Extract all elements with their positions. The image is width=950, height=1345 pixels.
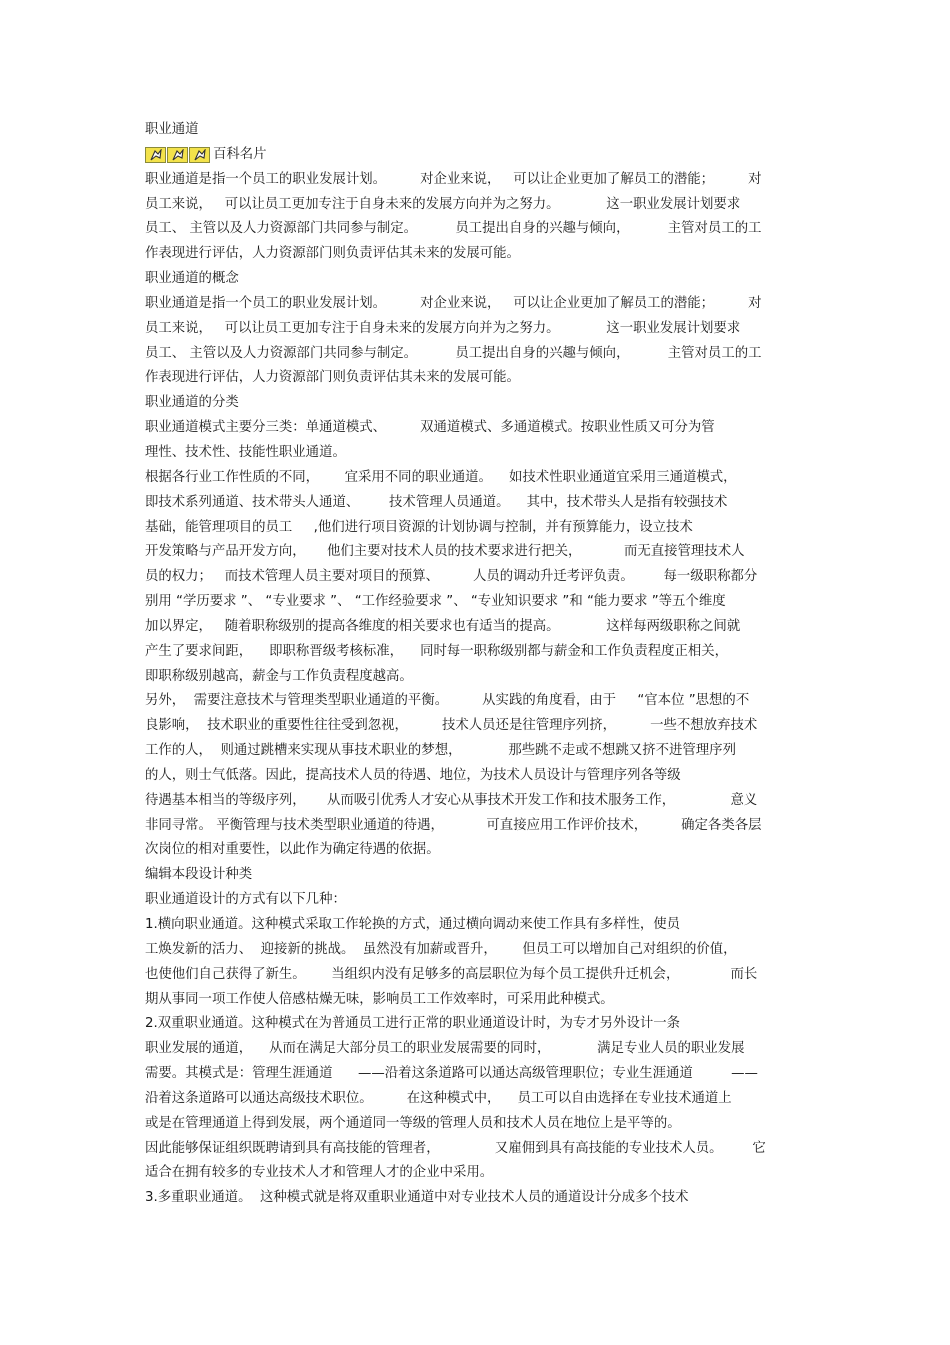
- text-line: 适合在拥有较多的专业技术人才和管理人才的企业中采用。: [145, 1165, 494, 1181]
- text-line: 职业通道是指一个员工的职业发展计划。 对企业来说， 可以让企业更加了解员工的潜能； 对: [145, 171, 762, 187]
- text-line: 工作的人， 则通过跳槽来实现从事技术职业的梦想， 那些跳不走或不想跳又挤不进管理序列: [145, 743, 736, 759]
- text-line: 期从事同一项工作使人倍感枯燥无味，影响员工工作效率时，可采用此种模式。: [145, 991, 614, 1007]
- text-line: 职业通道的概念: [145, 271, 239, 287]
- text-line: 理性、技术性、技能性职业通道。: [145, 444, 346, 460]
- text-line: 基础，能管理项目的员工 ,他们进行项目资源的计划协调与控制，并有预算能力，设立技术: [145, 519, 693, 535]
- text-line: 的人，则士气低落。因此，提高技术人员的待遇、地位，为技术人员设计与管理序列各等级: [145, 767, 681, 783]
- page-title: 职业通道: [145, 122, 199, 137]
- baike-icon: [189, 147, 210, 163]
- text-line: 职业通道的分类: [145, 395, 239, 411]
- text-line: 工焕发新的活力、 迎接新的挑战。 虽然没有加薪或晋升， 但员工可以增加自己对组织的价值，: [145, 941, 737, 957]
- text-line: 3.多重职业通道。 这种模式就是将双重职业通道中对专业技术人员的通道设计分成多个技术: [145, 1190, 689, 1206]
- text-line: 职业通道是指一个员工的职业发展计划。 对企业来说， 可以让企业更加了解员工的潜能； 对: [145, 295, 762, 311]
- text-line: 待遇基本相当的等级序列， 从而吸引优秀人才安心从事技术开发工作和技术服务工作， 意义: [145, 792, 758, 808]
- text-line: 加以界定， 随着职称级别的提高各维度的相关要求也有适当的提高。 这样每两级职称之间就: [145, 618, 741, 634]
- text-line: 1.横向职业通道。这种模式采取工作轮换的方式，通过横向调动来使工作具有多样性，使员: [145, 917, 681, 932]
- text-line: 职业通道模式主要分三类：单通道模式、 双通道模式、多通道模式。按职业性质又可分为管: [145, 420, 715, 436]
- text-line: 即职称级别越高，薪金与工作负责程度越高。: [145, 668, 413, 684]
- text-line: 作表现进行评估，人力资源部门则负责评估其未来的发展可能。: [145, 246, 520, 262]
- text-line: 根据各行业工作性质的不同， 宜采用不同的职业通道。 如技术性职业通道宜采用三通道模式，: [145, 469, 737, 485]
- baike-icon: [167, 147, 188, 163]
- text-line: 次岗位的相对重要性，以此作为确定待遇的依据。: [145, 842, 440, 858]
- text-line: 需要。其模式是：管理生涯通道 ——沿着这条道路可以通达高级管理职位；专业生涯通道 ——: [145, 1066, 758, 1082]
- baike-icon: [145, 147, 166, 163]
- text-line: 员工、 主管以及人力资源部门共同参与制定。 员工提出自身的兴趣与倾向， 主管对员工的工: [145, 221, 762, 237]
- text-line: 沿着这条道路可以通达高级技术职位。 在这种模式中， 员工可以自由选择在专业技术通道上: [145, 1090, 732, 1106]
- text-line: 非同寻常。 平衡管理与技术类型职业通道的待遇， 可直接应用工作评价技术， 确定各类各层: [145, 817, 762, 833]
- text-line: 即技术系列通道、技术带头人通道、 技术管理人员通道。 其中，技术带头人是指有较强技术: [145, 494, 728, 510]
- text-line: 开发策略与产品开发方向， 他们主要对技术人员的技术要求进行把关， 而无直接管理技术人: [145, 544, 745, 560]
- text-line: 员工来说， 可以让员工更加专注于自身未来的发展方向并为之努力。 这一职业发展计划要求: [145, 320, 741, 336]
- text-line: 良影响， 技术职业的重要性往往受到忽视， 技术人员还是往管理序列挤， 一些不想放弃技术: [145, 718, 758, 734]
- text-line: 员的权力； 而技术管理人员主要对项目的预算、 人员的调动升迁考评负责。 每一级职称都分: [145, 569, 758, 585]
- text-lines: [145, 168, 815, 1211]
- text-line: 员工来说， 可以让员工更加专注于自身未来的发展方向并为之努力。 这一职业发展计划要求: [145, 196, 741, 212]
- text-line: 编辑本段设计种类: [145, 867, 253, 883]
- text-line: 职业发展的通道， 从而在满足大部分员工的职业发展需要的同时， 满足专业人员的职业发展: [145, 1041, 745, 1057]
- text-line: 员工、 主管以及人力资源部门共同参与制定。 员工提出自身的兴趣与倾向， 主管对员工的工: [145, 345, 762, 361]
- text-line: 或是在管理通道上得到发展，两个通道同一等级的管理人员和技术人员在地位上是平等的。: [145, 1115, 681, 1131]
- text-line: 别用 “学历要求 ”、 “专业要求 ”、 “工作经验要求 ”、 “专业知识要求 ”和 “能力要求 ”等五个维度: [145, 594, 726, 610]
- text-line: 作表现进行评估，人力资源部门则负责评估其未来的发展可能。: [145, 370, 520, 386]
- text-line: 职业通道设计的方式有以下几种：: [145, 892, 346, 908]
- text-line: 也使他们自己获得了新生。 当组织内没有足够多的高层职位为每个员工提供升迁机会， 而长: [145, 966, 758, 982]
- document-body: [145, 118, 815, 1211]
- text-line: 产生了要求间距， 即职称晋级考核标准， 同时每一职称级别都与薪金和工作负责程度正相关，: [145, 643, 729, 659]
- baike-label: 百科名片: [213, 146, 267, 162]
- text-line: 因此能够保证组织既聘请到具有高技能的管理者， 又雇佣到具有高技能的专业技术人员。 它: [145, 1140, 766, 1156]
- text-line: 另外， 需要注意技术与管理类型职业通道的平衡。 从实践的角度看，由于 “官本位 ”思想的不: [145, 693, 750, 709]
- baike-card-header: [145, 143, 815, 168]
- text-line: 2.双重职业通道。这种模式在为普通员工进行正常的职业通道设计时，为专才另外设计一条: [145, 1016, 681, 1032]
